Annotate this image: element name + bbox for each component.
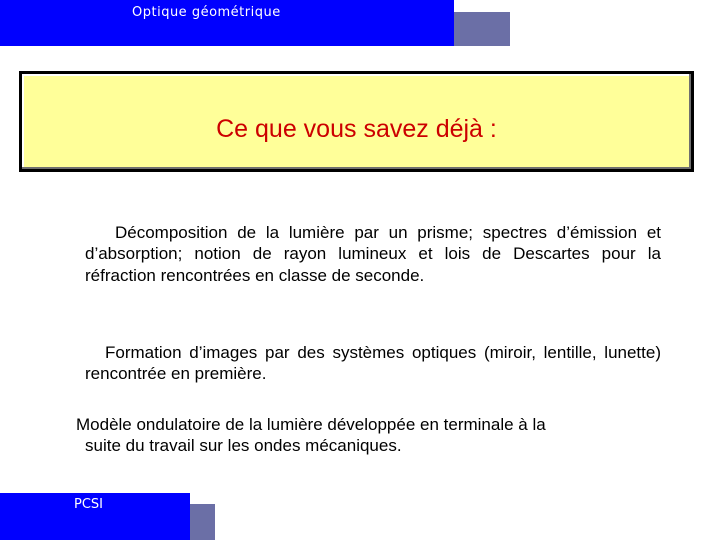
- paragraph-premiere: Formation d’images par des systèmes optiques (miroir, lentille, lunette) rencontrée en première.: [85, 343, 661, 384]
- banner-title: Ce que vous savez déjà :: [216, 115, 497, 143]
- header-title: Optique géométrique: [132, 5, 281, 20]
- paragraph-terminale-line-2: suite du travail sur les ondes mécaniques.: [85, 436, 402, 456]
- paragraph-seconde: Décomposition de la lumière par un prisme; spectres d’émission et d’absorption; notion de rayon lumineux et lois de Descartes pour la réfraction rencontrées en classe de seconde.: [85, 223, 661, 285]
- footer-label: PCSI: [74, 497, 104, 512]
- paragraph-terminale-line-1: Modèle ondulatoire de la lumière développée en terminale à la: [76, 415, 546, 434]
- footer-bar-shadow: [190, 504, 215, 540]
- footer-bar: [0, 493, 190, 540]
- paragraph-terminale: [76, 414, 666, 457]
